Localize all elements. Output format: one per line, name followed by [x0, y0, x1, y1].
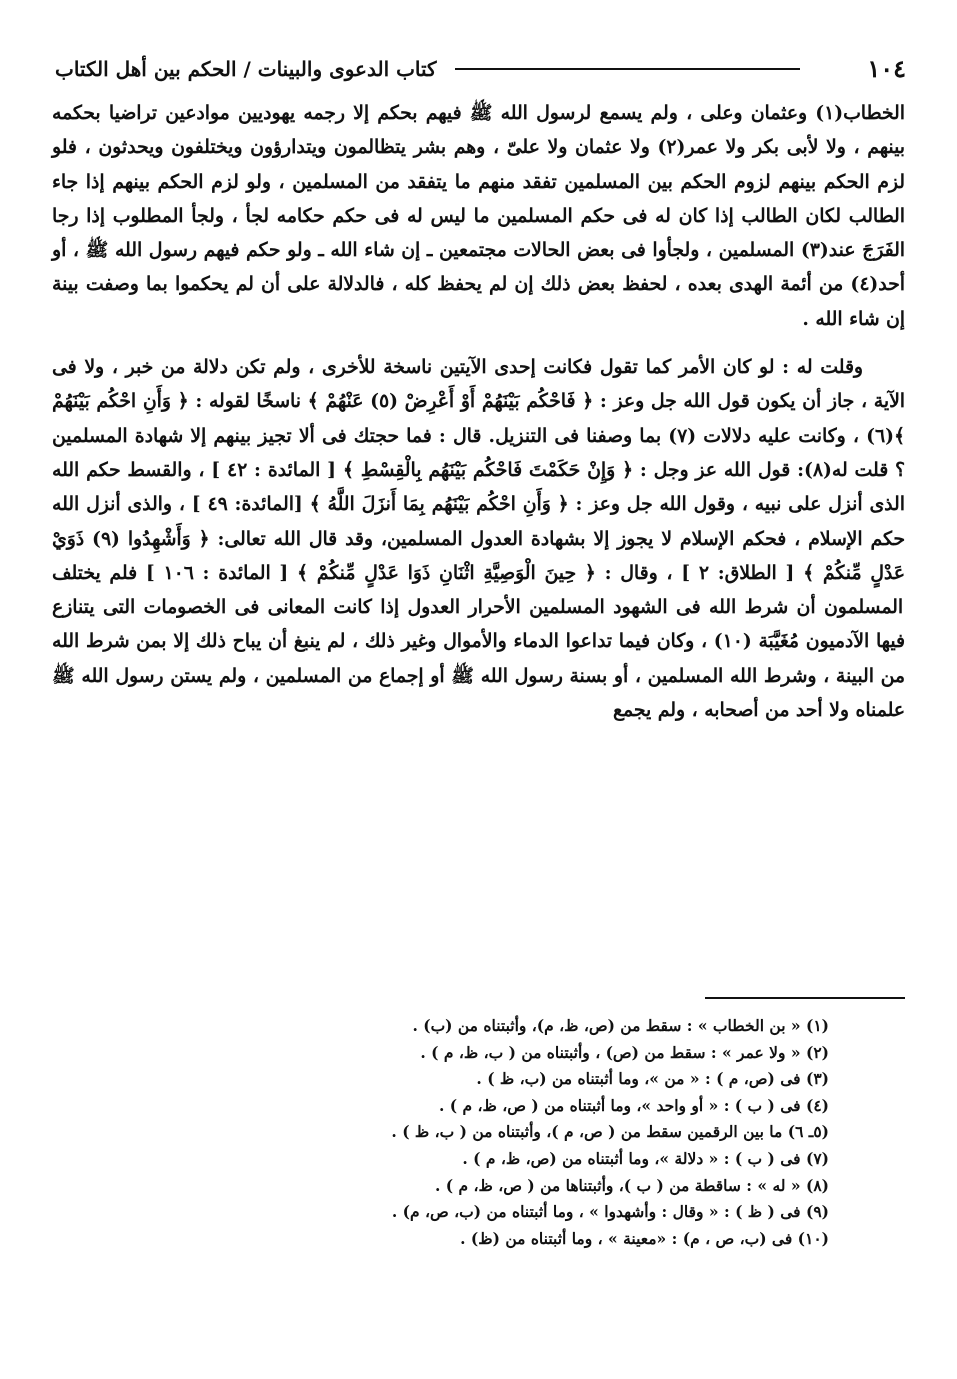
text-line: المسلمين تفقد منهم ما يتفقد من المسلمين ، ولو لزم الحكم بينهم إذا جاء الطالب لكان	[52, 170, 906, 227]
footnote: (٩) فى ( ظ ) : « وقال : وأشهدوا » ، وما أثبتناه من (ب، ص، م) .	[391, 1202, 829, 1222]
page-number: ١٠٤	[867, 54, 906, 83]
footnote: (٣) فى (ص، م ) : « من »، وما أثبتناه من (ب، ظ ) .	[476, 1069, 829, 1089]
running-header	[55, 52, 906, 86]
footnote: (٨) « له » : ساقطة من ( ب )، وأثبتناها من ( ص، ظ، م ) .	[435, 1175, 829, 1195]
text-line: حكم فيهم رسول الله ﷺ ، أو أحد(٤) من أئمة الهدى بعده ، لحفظ بعض ذلك إن لم	[52, 239, 905, 296]
header-rule	[455, 68, 800, 70]
main-text	[52, 96, 905, 727]
footnote: (١٠) فى (ب، ص ، م) : «معينة » ، وما أثبتناه من (ظ) .	[460, 1228, 829, 1248]
text-line: الخطاب(١) وعثمان وعلى ، ولم يسمع لرسول الله ﷺ فيهم بحكم إلا رجمه يهوديين	[229, 102, 905, 124]
text-line: شرط الله فى الشهود المسلمين الأحرار العدول إذا كانت المعانى فى الخصومات التى يتنازع	[52, 596, 789, 619]
footnote: (٤) فى ( ب ) : « أو واحد »، وما أثبتناه من ( ص، ظ، م ) .	[439, 1095, 829, 1115]
text-line: موادعين تراضيا بحكمه بينهم ، ولا لأبى بكر ولا عمر(٢) ولا عثمان ولا علىّ ، وهم	[52, 102, 905, 159]
footnotes	[209, 1013, 829, 1252]
text-line: بشر يتظالمون ويتدارؤون ويختلفون ويحدثون ، فلو لزم الحكم بينهم لزوم الحكم بين	[52, 136, 905, 193]
text-line: قول الله عز وجل : ﴿ وَإِنْ حَكَمْتَ فَاحْكُم بَيْنَهُم بِالْقِسْطِ ﴾ [ المائدة : ٤٢ ] ، والقسط حكم	[79, 458, 791, 481]
text-line: أَعْرِضْ (٥) عَنْهُمْ ﴾ ناسخًا لقوله : ﴿ وَأَنِ احْكُم بَيْنَهُمْ ﴾(٦) ، وكانت عليه دلالات (٧) بما	[52, 390, 905, 447]
text-line: [المائدة: ٤٩ ] ، والذى أنزل الله حكم الإسلام ، فحكم الإسلام لا يجوز إلا بشهادة	[52, 493, 905, 550]
footnote: (١) « بن الخطاب » : سقط من (ص، ظ، م)، وأثبتناه من (ب) .	[412, 1016, 829, 1035]
footnote-separator	[705, 997, 905, 999]
footnote: (٢) « ولا عمر » : سقط من (ص) ، وأثبتناه من ( ب، ظ، م ) .	[420, 1042, 829, 1062]
running-title: كتاب الدعوى والبينات / الحكم بين أهل الكتاب	[55, 57, 437, 81]
text-line: رجا الفَرَجَ عند(٣) المسلمين ، ولجأوا فى بعض الحالات مجتمعين ـ إن شاء الله ـ ولو	[52, 204, 906, 262]
text-line: فيها الآدميون مُغَيَّبَة (١٠) ، وكان فيما تداعوا الدماء والأموال وغير ذلك ، لم ينبغ أن	[261, 630, 905, 653]
text-line: إجماع من المسلمين ، ولم يستن رسول الله ﷺ علمناه ولا أحد من أصحابه ، ولم يجمع	[52, 664, 905, 722]
text-line: وقال : ﴿ حِينَ الْوَصِيَّةِ اثْنَانِ ذَوَا عَدْلٍ مِّنكُمْ ﴾ [ المائدة : ١٠٦ ] فلم يختلف المسلمون أن	[52, 561, 904, 619]
text-line: وصفنا فى التنزيل. قال : فما حجتك فى ألا تجيز بينهم إلا شهادة المسلمين ؟ قلت له(٨):	[52, 424, 905, 481]
text-line: الطالب إذا كان له فى حكم المسلمين ما ليس له فى حكم حكامه لجأ ، ولجأ المطلوب إذا	[78, 204, 798, 227]
paragraph-1	[52, 96, 905, 336]
text-line: يحفظ كله ، فالدلالة على أن لم يحكموا بما وصفت بينة إن شاء الله .	[52, 273, 905, 330]
text-line: وقلت له : لو كان الأمر كما تقول فكانت إحدى الآيتين ناسخة للأخرى ، ولم تكن	[227, 356, 864, 379]
paragraph-2	[52, 350, 905, 727]
footnote: (٧) فى ( ب ) : « دلالة »، وما أثبتناه من (ص، ظ، م ) .	[462, 1148, 829, 1168]
footnote: (٥ـ ٦) ما بين الرقمين سقط من ( ص، م )، وأثبتناه من ( ب، ظ ) .	[391, 1122, 829, 1142]
text-line: دلالة من خبر ، ولا فى الآية ، جاز أن يكون قول الله جل وعز : ﴿ فَاحْكُم بَيْنَهُمْ أَوْ	[52, 356, 905, 413]
text-line: الله الذى أنزل على نبيه ، وقول الله جل وعز : ﴿ وَأَنِ احْكُم بَيْنَهُم بِمَا أَنزَلَ اللَّهُ ﴾	[52, 458, 905, 516]
text-line: يباح ذلك إلا بمن شرط الله من البينة ، وشرط الله المسلمين ، أو بسنة رسول الله ﷺ أو	[52, 630, 905, 687]
text-line: العدول المسلمين، وقد قال الله تعالى: ﴿ وَأَشْهِدُوا (٩) ذَوَيْ عَدْلٍ مِّنكُمْ ﴾ [ الطلاق: ٢ ] ،	[52, 527, 905, 584]
